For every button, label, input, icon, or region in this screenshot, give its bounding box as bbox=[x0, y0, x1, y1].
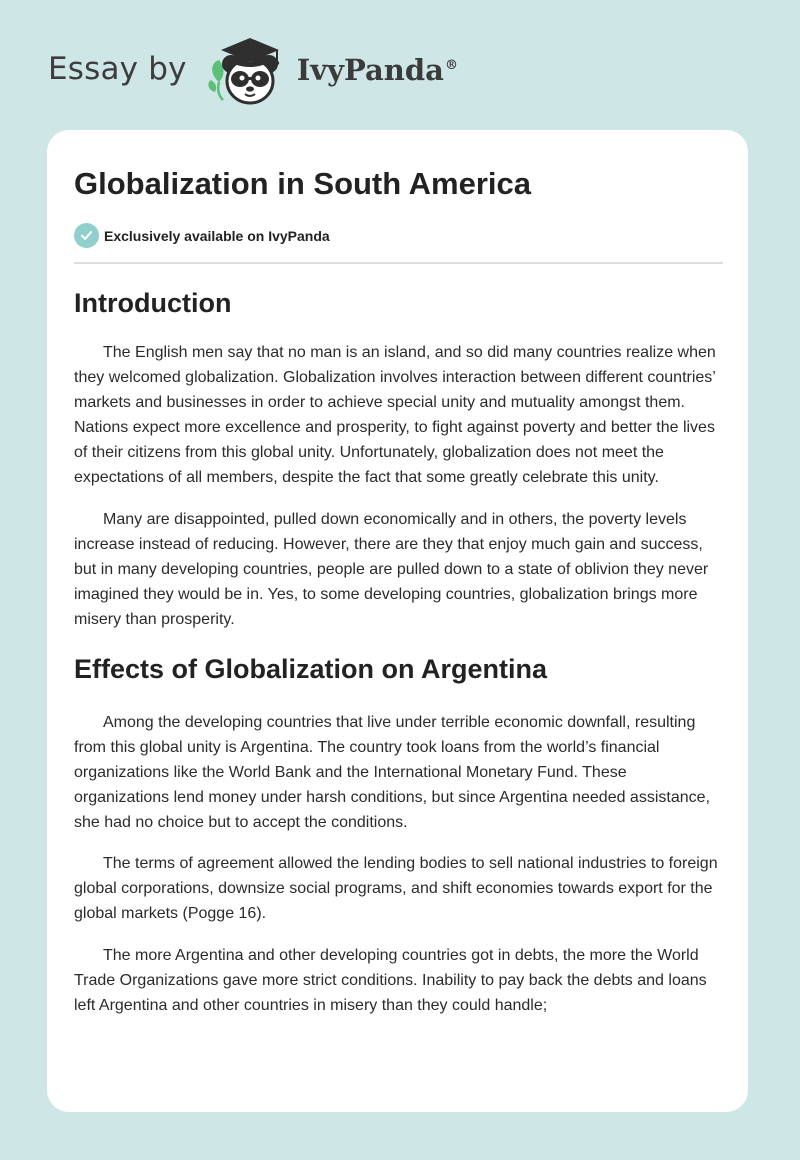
paragraph: Among the developing countries that live under terrible economic downfall, resulting from this global unity is Argentina. The country took loans from the world’s financial organizations like the World Bank and the International Monetary Fund. These organizations lend money under harsh conditions, but since Argentina needed assistance, she had no choice but to accept the conditions. bbox=[74, 714, 710, 831]
section-heading-effects: Effects of Globalization on Argentina bbox=[74, 654, 548, 684]
paragraph: Many are disappointed, pulled down economically and in others, the poverty levels increase instead of reducing. However, there are they that enjoy much gain and success, but in many developing countries, people are pulled down to a state of oblivion they never imagined they would be in. Yes, to some developing countries, globalization brings more misery than prosperity. bbox=[74, 511, 709, 628]
paragraph: The terms of agreement allowed the lending bodies to sell national industries to foreign global corporations, downsize social programs, and shift economies towards export for the global markets (Pogge 16). bbox=[74, 855, 718, 922]
essay-title: Globalization in South America bbox=[74, 166, 532, 201]
section-heading-introduction: Introduction bbox=[74, 288, 232, 318]
title-divider bbox=[74, 262, 723, 264]
exclusive-label: Exclusively available on IvyPanda bbox=[104, 227, 330, 244]
panda-logo-icon bbox=[205, 34, 291, 110]
brand-logo[interactable] bbox=[48, 34, 458, 110]
exclusive-badge bbox=[74, 223, 723, 248]
check-circle-icon bbox=[74, 223, 99, 248]
essay-card bbox=[47, 130, 748, 1112]
registered-mark: ® bbox=[444, 58, 458, 74]
paragraph: The more Argentina and other developing countries got in debts, the more the World Trade Organizations gave more strict conditions. Inability to pay back the debts and loans left Argentina and other countries in misery than they could handle; bbox=[74, 947, 707, 1014]
paragraph: The English men say that no man is an island, and so did many countries realize when they welcomed globalization. Globalization involves interaction between different countries’ markets and businesses in order to achieve special unity and mutuality amongst them. Nations expect more excellence and prosperity, to fight against poverty and better the lives of their citizens from this global unity. Unfortunately, globalization does not meet the expectations of all members, despite the fact that some greatly celebrate this unity. bbox=[74, 344, 716, 486]
brand-prefix: Essay by bbox=[48, 51, 187, 87]
brand-name: IvyPanda® bbox=[296, 53, 458, 87]
